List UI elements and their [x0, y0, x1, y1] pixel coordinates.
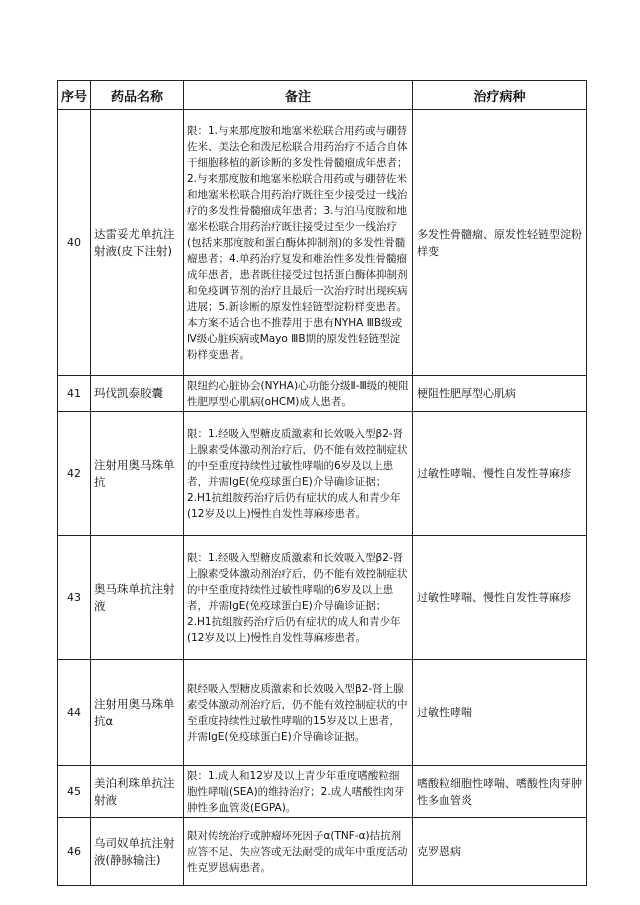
table-row: [58, 412, 587, 536]
drug-remarks: 限对传统治疗或肿瘤坏死因子α(TNF-α)拮抗剂应答不足、失应答或无法耐受的成年中重度活动性克罗恩病患者。: [184, 818, 413, 886]
header-remarks: 备注: [184, 81, 413, 110]
table-row: [58, 110, 587, 376]
disease: 梗阻性肥厚型心肌病: [413, 376, 587, 412]
header-no: 序号: [58, 81, 91, 110]
drug-name: 奥马珠单抗注射液: [91, 536, 184, 660]
drug-name: 乌司奴单抗注射液(静脉输注): [91, 818, 184, 886]
header-row: [58, 81, 587, 110]
drug-remarks: 限：1.经吸入型糖皮质激素和长效吸入型β2-肾上腺素受体激动剂治疗后，仍不能有效控制症状的中至重度持续性过敏性哮喘的6岁及以上患者，并需IgE(免疫球蛋白E)介导确诊证据；2.H1抗组胺药治疗后仍有症状的成人和青少年(12岁及以上)慢性自发性荨麻疹患者。: [184, 412, 413, 536]
table-row: [58, 536, 587, 660]
header-drug-name: 药品名称: [91, 81, 184, 110]
drug-remarks: 限：1.与来那度胺和地塞米松联合用药或与硼替佐米、美法仑和泼尼松联合用药治疗不适合自体干细胞移植的新诊断的多发性骨髓瘤成年患者；2.与来那度胺和地塞米松联合用药或与硼替佐米和地塞米松联合用药治疗既往至少接受过一线治疗的多发性骨髓瘤成年患者；3.与泊马度胺和地塞米松联合用药治疗既往接受过至少一线治疗(包括来那度胺和蛋白酶体抑制剂)的多发性骨髓瘤患者；4.单药治疗复发和难治性多发性骨髓瘤成年患者，患者既往接受过包括蛋白酶体抑制剂和免疫调节剂的治疗且最后一次治疗时出现疾病进展；5.新诊断的原发性轻链型淀粉样变患者。本方案不适合也不推荐用于患有NYHA ⅢB级或Ⅳ级心脏疾病或Mayo ⅢB期的原发性轻链型淀粉样变患者。: [184, 110, 413, 376]
row-no: 46: [58, 818, 91, 886]
table-row: [58, 376, 587, 412]
drug-name: 注射用奥马珠单抗α: [91, 660, 184, 766]
disease: 嗜酸粒细胞性哮喘、嗜酸性肉芽肿性多血管炎: [413, 766, 587, 818]
row-no: 44: [58, 660, 91, 766]
drug-remarks: 限：1.成人和12岁及以上青少年重度嗜酸粒细胞性哮喘(SEA)的维持治疗；2.成人嗜酸性肉芽肿性多血管炎(EGPA)。: [184, 766, 413, 818]
table-row: [58, 766, 587, 818]
drug-name: 美泊利珠单抗注射液: [91, 766, 184, 818]
disease: 过敏性哮喘: [413, 660, 587, 766]
disease: 克罗恩病: [413, 818, 587, 886]
row-no: 42: [58, 412, 91, 536]
drug-remarks: 限纽约心脏协会(NYHA)心功能分级Ⅱ-Ⅲ级的梗阻性肥厚型心肌病(oHCM)成人患者。: [184, 376, 413, 412]
drug-name: 达雷妥尤单抗注射液(皮下注射): [91, 110, 184, 376]
drug-name: 注射用奥马珠单抗: [91, 412, 184, 536]
table-row: [58, 818, 587, 886]
table-row: [58, 660, 587, 766]
row-no: 45: [58, 766, 91, 818]
row-no: 41: [58, 376, 91, 412]
drug-name: 玛伐凯泰胶囊: [91, 376, 184, 412]
drug-remarks: 限：1.经吸入型糖皮质激素和长效吸入型β2-肾上腺素受体激动剂治疗后，仍不能有效控制症状的中至重度持续性过敏性哮喘的6岁及以上患者，并需IgE(免疫球蛋白E)介导确诊证据；2.H1抗组胺药治疗后仍有症状的成人和青少年(12岁及以上)慢性自发性荨麻疹患者。: [184, 536, 413, 660]
disease: 多发性骨髓瘤、原发性轻链型淀粉样变: [413, 110, 587, 376]
header-disease: 治疗病种: [413, 81, 587, 110]
drug-remarks: 限经吸入型糖皮质激素和长效吸入型β2-肾上腺素受体激动剂治疗后，仍不能有效控制症状的中至重度持续性过敏性哮喘的15岁及以上患者，并需IgE(免疫球蛋白E)介导确诊证据。: [184, 660, 413, 766]
row-no: 40: [58, 110, 91, 376]
row-no: 43: [58, 536, 91, 660]
disease: 过敏性哮喘、慢性自发性荨麻疹: [413, 536, 587, 660]
disease: 过敏性哮喘、慢性自发性荨麻疹: [413, 412, 587, 536]
drug-table: [57, 80, 587, 886]
